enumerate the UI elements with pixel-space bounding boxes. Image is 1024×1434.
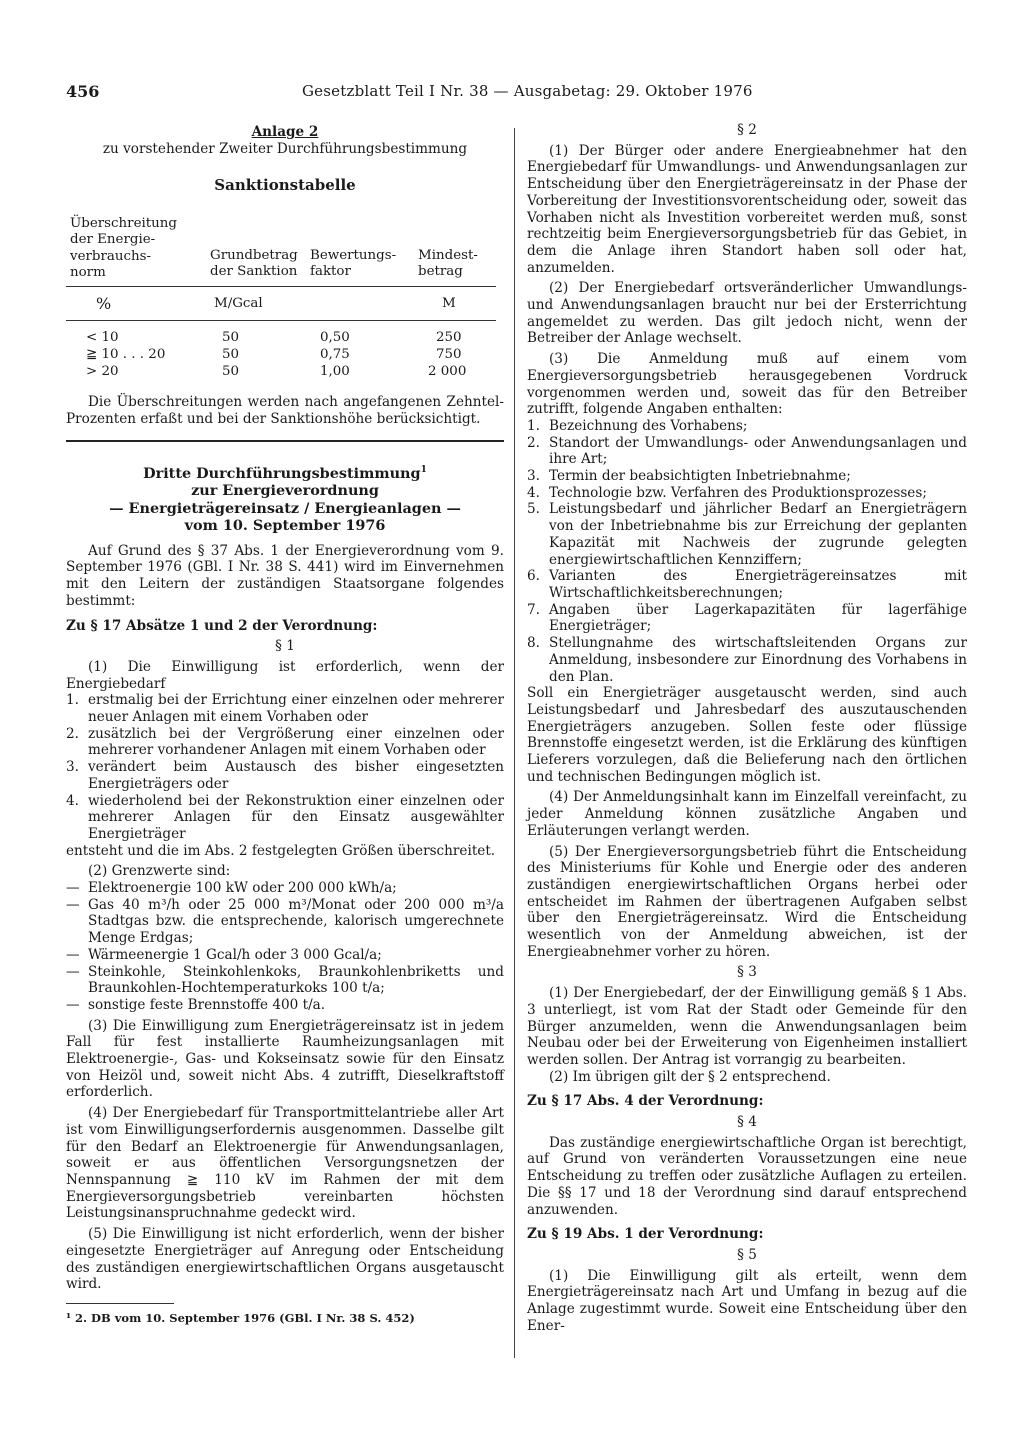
paragraph-text: (3) Die Anmeldung muß auf einem vom Energieversorgungsbetrieb herausgegebenen Vordruck vorgenommen werden und, soweit das für den Betreiber zutrifft, folgende Angaben enthalten: (527, 351, 967, 418)
unit-percent: % (96, 294, 112, 314)
paragraph-text: (2) Im übrigen gilt der § 2 entsprechend. (549, 1068, 831, 1085)
table-cell: 1,00 (320, 364, 350, 380)
list-item: 6. Varianten des Energieträgereinsatzes mit Wirtschaftlichkeitsberechnungen; (527, 568, 967, 601)
col-header-base-amount: Grundbetrag der Sanktion (210, 248, 298, 280)
list-item: 1. erstmalig bei der Errichtung einer einzelnen oder mehrerer neuer Anlagen mit einem Vorhaben oder (66, 692, 504, 726)
list-item: 1. Bezeichnung des Vorhabens; (527, 417, 748, 434)
table-cell: 250 (436, 330, 462, 346)
annex-note: Die Überschreitungen werden nach angefangenen Zehntel-Prozenten erfaßt und bei der Sanktionshöhe berücksichtigt. (66, 394, 504, 427)
table-cell: 0,75 (320, 347, 350, 363)
paragraph-title: § 4 (737, 1114, 757, 1131)
paragraph-text: (1) Die Einwilligung gilt als erteilt, wenn dem Energieträgereinsatz nach Art und Umfang in bezug auf die Anlage zugestimmt wurde. Soweit eine Entscheidung über den Ener- (527, 1267, 967, 1334)
list-item: 4. Technologie bzw. Verfahren des Produktionsprozesses; (527, 484, 927, 501)
table-cell: 50 (222, 347, 240, 363)
list-item: 2. Standort der Umwandlungs- oder Anwendungsanlagen und ihre Art; (527, 434, 967, 468)
paragraph-text: Das zuständige energiewirtschaftliche Organ ist berechtigt, auf Grund von veränderten Voraussetzungen eine neue Entscheidung zu treffen oder zusätzliche Auflagen zu erteilen. Die §§ 17 und 18 der Verordnung sind darauf entsprechend anzuwenden. (527, 1134, 967, 1218)
footnote-mark: 1 (420, 464, 427, 475)
paragraph-text: (5) Der Energieversorgungsbetrieb führt die Entscheidung des Ministeriums für Kohle und Energie oder des anderen zuständigen energiewirtschaftlichen Organs herbei oder entscheidet im Rahmen der übertragenen Aufgaben selbst über den Energieträgereinsatz. Wird die Entscheidung wesentlich von der Anmeldung abweichen, ist der Energieabnehmer vorher zu hören. (527, 843, 967, 960)
col-header-minimum: Mindest- betrag (418, 248, 478, 280)
paragraph-title: § 3 (737, 964, 757, 981)
paragraph-text: Soll ein Energieträger ausgetauscht werden, sind auch Leistungsbedarf und Jahresbedarf des auszutauschenden Energieträgers anzugeben. Sollen feste oder flüssige Brennstoffe eingesetzt werden, ist die Erklärung des künftigen Lieferers vorzulegen, daß die Belieferung nach den örtlichen und technischen Bedingungen möglich ist. (527, 685, 967, 785)
list-item: 3. verändert beim Austausch des bisher eingesetzten Energieträgers oder (66, 759, 504, 792)
table-rule-top (66, 286, 496, 287)
col-header-factor: Bewertungs- faktor (310, 248, 397, 280)
paragraph-text: (4) Der Anmeldungsinhalt kann im Einzelfall vereinfacht, zu jeder Anmeldung können zusätzliche Angaben und Erläuterungen verlangt werden. (527, 789, 967, 839)
running-title: Gesetzblatt Teil I Nr. 38 — Ausgabetag: 29. Oktober 1976 (302, 82, 753, 100)
paragraph-text: (3) Die Einwilligung zum Energieträgereinsatz ist in jedem Fall für fest installierte Raumheizungsanlagen mit Elektroenergie-, Gas- und Kokseinsatz sowie für den Einsatz von Heizöl und, soweit nicht Abs. 4 zutrifft, Dieselkraftstoff erforderlich. (66, 1017, 504, 1101)
paragraph-text: (2) Grenzwerte sind: (88, 863, 231, 880)
table-cell: 750 (436, 347, 462, 363)
section-heading: Zu § 17 Absätze 1 und 2 der Verordnung: (66, 617, 378, 634)
annex-title: Anlage 2 (251, 124, 319, 140)
table-rule-bottom (66, 320, 496, 321)
unit-m: M (442, 296, 456, 312)
list-item: 5. Leistungsbedarf und jährlicher Bedarf an Energieträgern von der Inbetriebnahme bis zur Erreichung der geplanten Kapazität mit Nachweis der zugrunde gelegten energiewirtschaftlichen Kennziffern; (527, 501, 967, 568)
section-heading: Zu § 17 Abs. 4 der Verordnung: (527, 1093, 764, 1110)
list-item: — Steinkohle, Steinkohlenkoks, Braunkohlenbriketts und Braunkohlen-Hochtemperaturkoks 100 t/a; (66, 963, 504, 997)
unit-m-gcal: M/Gcal (214, 296, 263, 312)
table-cell: ≧ 10 . . . 20 (86, 347, 166, 363)
paragraph-title: § 2 (737, 122, 757, 138)
list-item: 4. wiederholend bei der Rekonstruktion einer einzelnen oder mehrerer Anlagen für den Einsatz ausgewählter Energieträger (66, 792, 504, 842)
table-cell: 50 (222, 364, 240, 380)
paragraph-title: § 1 (275, 638, 295, 655)
paragraph-title: § 5 (737, 1247, 757, 1263)
section-separator (66, 440, 504, 442)
table-cell: 0,50 (320, 330, 350, 346)
right-column (527, 122, 967, 1335)
left-column (66, 122, 504, 1327)
section-heading: Zu § 19 Abs. 1 der Verordnung: (527, 1226, 764, 1243)
list-item: 8. Stellungnahme des wirtschaftsleitenden Organs zur Anmeldung, insbesondere zur Einordnung des Vorhabens in den Plan. (527, 635, 967, 685)
footnote: ¹ 2. DB vom 10. September 1976 (GBl. I Nr. 38 S. 452) (66, 1310, 415, 1325)
paragraph-text: (4) Der Energiebedarf für Transportmittelantriebe aller Art ist vom Einwilligungserfordernis ausgenommen. Dasselbe gilt für den Bedarf an Elektroenergie für Anwendungsanlagen, soweit er aus öffentlichen Versorgungsnetzen der Nennspannung ≧ 110 kV im Rahmen der mit dem Energieversorgungsbetrieb vereinbarten höchsten Leistungsinanspruchnahme gedeckt wird. (66, 1105, 504, 1222)
list-item: — Gas 40 m³/h oder 25 000 m³/Monat oder 200 000 m³/a Stadtgas bzw. die entsprechende, kalorisch umgerechnete Menge Erdgas; (66, 896, 504, 947)
paragraph-text: (2) Der Energiebedarf ortsveränderlicher Umwandlungs- und Anwendungsanlagen braucht nur bei der Ersterrichtung angemeldet zu werden. Das gilt jedoch nicht, wenn der Betreiber der Anlage wechselt. (527, 280, 967, 347)
page-number: 456 (66, 82, 100, 101)
preamble: Auf Grund des § 37 Abs. 1 der Energieverordnung vom 9. September 1976 (GBl. I Nr. 38 S. 441) wird im Einvernehmen mit den Leitern der zuständigen Staatsorgane folgendes bestimmt: (66, 542, 504, 609)
table-cell: < 10 (86, 330, 119, 346)
paragraph-text: (1) Der Energiebedarf, der der Einwilligung gemäß § 1 Abs. 3 unterliegt, ist vom Rat der Stadt oder Gemeinde für den Bürger anzumelden, wenn die Anwendungsanlagen beim Neubau oder bei der Erweiterung von Eigenheimen installiert werden sollen. Der Antrag ist vorrangig zu bearbeiten. (527, 985, 967, 1068)
footnote-rule (66, 1303, 174, 1304)
page-header (66, 80, 966, 104)
paragraph-text: (1) Die Einwilligung ist erforderlich, wenn der Energiebedarf (66, 658, 504, 692)
list-item: — Elektroenergie 100 kW oder 200 000 kWh/a; (66, 880, 397, 897)
list-item: 3. Termin der beabsichtigten Inbetriebnahme; (527, 468, 851, 485)
column-divider (514, 128, 515, 1358)
list-item: — Wärmeenergie 1 Gcal/h oder 3 000 Gcal/a; (66, 946, 382, 963)
col-header-exceedance: Überschreitung der Energie- verbrauchs- norm (70, 216, 177, 280)
list-item: — sonstige feste Brennstoffe 400 t/a. (66, 996, 326, 1013)
sanction-table (66, 216, 504, 386)
table-cell: 2 000 (428, 364, 467, 380)
paragraph-text: entsteht und die im Abs. 2 festgelegten Größen überschreitet. (66, 842, 496, 859)
paragraph-text: (1) Der Bürger oder andere Energieabnehmer hat den Energiebedarf für Umwandlungs- und Anwendungsanlagen zur Entscheidung über den Energieträgereinsatz in der Phase der Vorbereitung der Investitionsvorentscheidung oder, soweit das Vorhaben nicht als Investition vorbereitet werden muß, sonst rechtzeitig beim Energieversorgungsbetrieb für das Gebiet, in dem die Anlage ihren Standort haben soll oder hat, anzumelden. (527, 142, 967, 276)
annex-subtitle: zu vorstehender Zweiter Durchführungsbestimmung (102, 140, 468, 157)
paragraph-text: (5) Die Einwilligung ist nicht erforderlich, wenn der bisher eingesetzte Energieträger auf Anregung oder Entscheidung des zuständigen energiewirtschaftlichen Organs ausgetauscht wird. (66, 1226, 504, 1293)
list-item: 7. Angaben über Lagerkapazitäten für lagerfähige Energieträger; (527, 601, 967, 635)
regulation-title: Dritte Durchführungsbestimmung$^1$ zur Energieverordnung — Energieträgereinsatz / Energieanlagen — vom 10. September 1976 (109, 464, 461, 535)
list-item: 2. zusätzlich bei der Vergrößerung einer einzelnen oder mehrerer vorhandener Anlagen mit einem Vorhaben oder (66, 725, 504, 759)
table-cell: > 20 (86, 364, 119, 380)
table-cell: 50 (222, 330, 240, 346)
table-title: Sanktionstabelle (214, 176, 356, 195)
